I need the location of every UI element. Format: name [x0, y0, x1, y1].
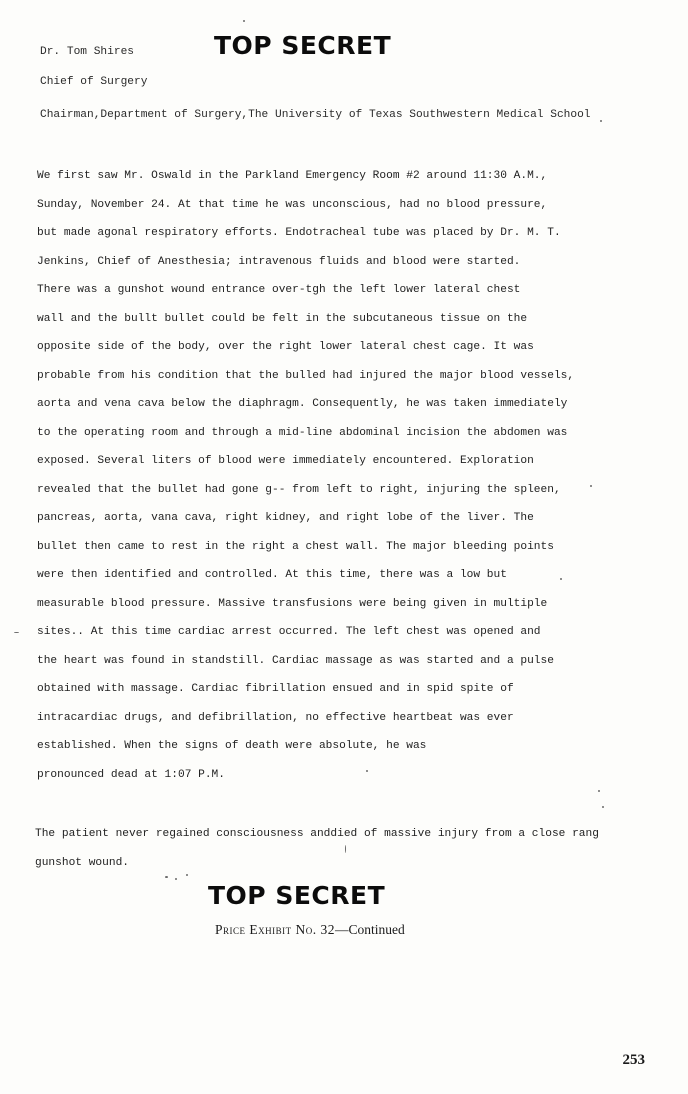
author-title: Chief of Surgery — [40, 76, 148, 88]
scan-speck — [14, 632, 19, 633]
scan-speck — [345, 845, 346, 853]
body-line: Jenkins, Chief of Anesthesia; intravenous fluids and blood were started. — [37, 255, 521, 268]
body-line: probable from his condition that the bulled had injured the major blood vessels, — [37, 369, 575, 382]
body-line: obtained with massage. Cardiac fibrillation ensued and in spid spite of — [37, 683, 514, 695]
body-line: There was a gunshot wound entrance over-tgh the left lower lateral chest — [37, 284, 521, 296]
scan-speck — [598, 790, 600, 792]
body-line: established. When the signs of death were absolute, he was — [37, 740, 427, 752]
scan-speck — [243, 20, 245, 22]
body-line: the heart was found in standstill. Cardiac massage as was started and a pulse — [37, 654, 554, 667]
body-line: aorta and vena cava below the diaphragm. Consequently, he was taken immediately — [37, 398, 568, 410]
body-line: exposed. Several liters of blood were immediately encountered. Exploration — [37, 455, 534, 467]
body-line: We first saw Mr. Oswald in the Parkland Emergency Room #2 around 11:30 A.M., — [37, 170, 548, 182]
scan-speck — [366, 770, 368, 772]
top-secret-stamp-top: TOP SECRET — [214, 31, 392, 60]
body-line: revealed that the bullet had gone g-- from left to right, injuring the spleen, — [37, 483, 561, 496]
body-line: sites.. At this time cardiac arrest occurred. The left chest was opened and — [37, 626, 541, 638]
page-number: 253 — [622, 1052, 645, 1068]
scan-speck — [560, 578, 562, 580]
body-line: were then identified and controlled. At this time, there was a low but — [37, 569, 507, 581]
body-line: measurable blood pressure. Massive transfusions were being given in multiple — [37, 597, 548, 610]
body-line: Sunday, November 24. At that time he was unconscious, had no blood pressure, — [37, 198, 548, 211]
report-body — [37, 162, 637, 789]
author-department: Chairman,Department of Surgery,The University of Texas Southwestern Medical School — [40, 109, 591, 121]
author-name: Dr. Tom Shires — [40, 46, 134, 58]
body-line: pancreas, aorta, vana cava, right kidney, and right lobe of the liver. The — [37, 512, 534, 524]
scan-speck — [165, 876, 168, 878]
closing-line: gunshot wound. — [35, 856, 129, 869]
scan-speck — [600, 120, 602, 122]
body-line: pronounced dead at 1:07 P.M. — [37, 768, 225, 781]
body-line: wall and the bullt bullet could be felt in the subcutaneous tissue on the — [37, 312, 528, 325]
exhibit-caption-prefix: Price Exhibit No. 32 — [215, 922, 335, 937]
closing-paragraph — [35, 820, 645, 877]
scan-speck — [590, 485, 592, 487]
closing-line: The patient never regained consciousness anddied of massive injury from a close rang — [35, 828, 599, 840]
body-line: intracardiac drugs, and defibrillation, no effective heartbeat was ever — [37, 711, 514, 724]
scan-speck — [175, 878, 177, 880]
body-line: but made agonal respiratory efforts. Endotracheal tube was placed by Dr. M. T. — [37, 227, 561, 239]
exhibit-caption — [215, 922, 405, 938]
body-line: to the operating room and through a mid-line abdominal incision the abdomen was — [37, 426, 568, 439]
scan-speck — [602, 806, 604, 808]
body-line: bullet then came to rest in the right a chest wall. The major bleeding points — [37, 540, 554, 553]
scan-speck — [186, 874, 188, 876]
body-line: opposite side of the body, over the right lower lateral chest cage. It was — [37, 341, 534, 353]
top-secret-stamp-bottom: TOP SECRET — [208, 881, 386, 910]
exhibit-caption-suffix: —Continued — [335, 922, 405, 937]
